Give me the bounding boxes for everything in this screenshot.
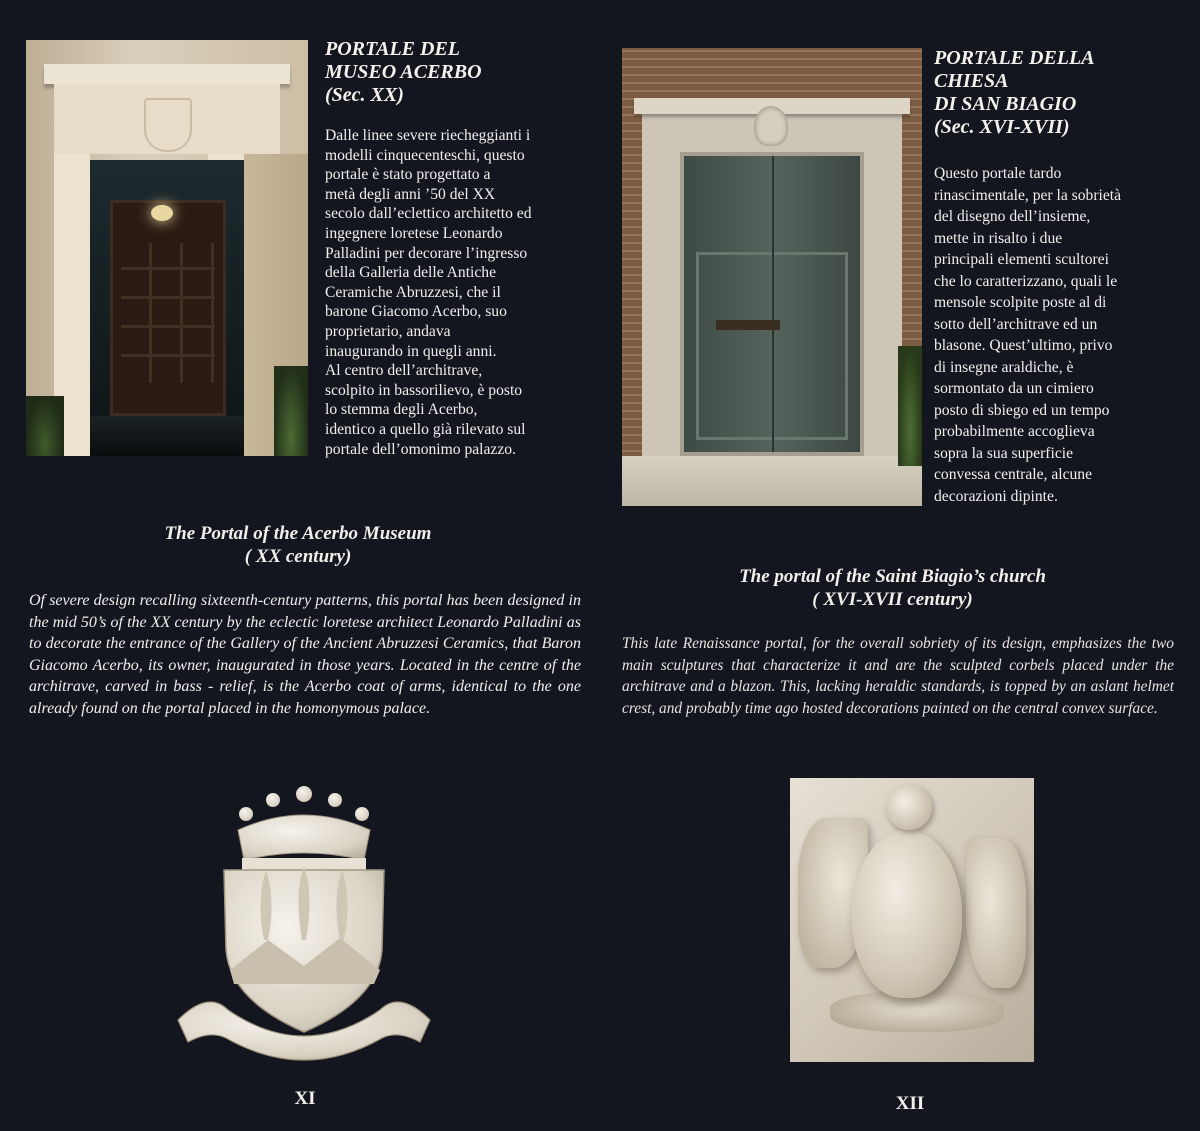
- text-line: sopra la sua superficie: [934, 444, 1073, 462]
- left-italian-text: [325, 126, 532, 459]
- right-heading-line: PORTALE DELLA: [934, 47, 1095, 69]
- text-line: portale è stato progettato a: [325, 166, 491, 184]
- right-english-body: This late Renaissance portal, for the overall sobriety of its design, emphasizes the two main sculptures that characterize it and are the sculpted corbels placed under the architrave and a blazon. This, lacking heraldic standards, is topped by an aslant helmet crest, and probably time ago hosted decorations painted on the central convex surface.: [622, 635, 1174, 717]
- text-line: inaugurando in quegli anni.: [325, 342, 497, 360]
- right-english-title: [640, 565, 1145, 611]
- title-line: ( XVI-XVII century): [812, 589, 973, 610]
- museum-portal-photo: [26, 40, 308, 456]
- text-line: secolo dall’eclettico architetto ed: [325, 205, 532, 223]
- text-line: decorazioni dipinte.: [934, 487, 1058, 505]
- text-line: metà degli anni ’50 del XX: [325, 185, 496, 203]
- title-line: ( XX century): [244, 546, 352, 567]
- right-italian-text: [934, 163, 1121, 507]
- text-line: scolpito in bassorilievo, è posto: [325, 381, 523, 399]
- text-line: modelli cinquecenteschi, questo: [325, 146, 525, 164]
- text-line: del disegno dell’insieme,: [934, 208, 1091, 225]
- acerbo-coat-of-arms-image: [168, 770, 440, 1080]
- text-line: sormontato da un cimiero: [934, 380, 1094, 397]
- text-line: rinascimentale, per la sobrietà: [934, 186, 1122, 204]
- text-line: posto di sbiego ed un tempo: [934, 401, 1110, 419]
- text-line: della Galleria delle Antiche: [325, 264, 497, 282]
- text-line: Palladini per decorare l’ingresso: [325, 244, 528, 262]
- text-line: Questo portale tardo: [934, 165, 1062, 182]
- right-heading-line: DI SAN BIAGIO: [934, 93, 1077, 115]
- text-line: mette in risalto i due: [934, 229, 1063, 247]
- right-heading-line: CHIESA: [934, 70, 1009, 92]
- left-heading-line: (Sec. XX): [325, 84, 404, 106]
- san-biagio-blazon-image: [790, 778, 1034, 1062]
- right-heading-line: (Sec. XVI-XVII): [934, 116, 1070, 138]
- text-line: identico a quello già rilevato sul: [325, 420, 526, 438]
- title-line: The portal of the Saint Biagio’s church: [739, 566, 1046, 587]
- text-line: blasone. Quest’ultimo, privo: [934, 337, 1113, 354]
- text-line: di insegne araldiche, è: [934, 358, 1074, 376]
- text-line: Al centro dell’architrave,: [325, 362, 483, 380]
- text-line: convessa centrale, alcune: [934, 466, 1093, 483]
- right-heading: [934, 47, 1095, 139]
- page-number-right: XII: [895, 1093, 925, 1114]
- left-english-title: [60, 522, 536, 568]
- text-line: che lo caratterizzano, quali le: [934, 272, 1118, 290]
- text-line: proprietario, andava: [325, 322, 451, 340]
- left-heading: [325, 38, 482, 107]
- text-line: sotto dell’architrave ed un: [934, 315, 1098, 333]
- helmet-crest-icon: [886, 784, 932, 830]
- page-number-left: XI: [294, 1088, 316, 1109]
- text-line: lo stemma degli Acerbo,: [325, 401, 478, 419]
- church-portal-photo: [622, 48, 922, 506]
- left-heading-line: PORTALE DEL: [325, 38, 461, 60]
- text-line: principali elementi scultorei: [934, 251, 1109, 268]
- text-line: barone Giacomo Acerbo, suo: [325, 303, 507, 321]
- title-line: The Portal of the Acerbo Museum: [164, 523, 432, 544]
- text-line: Ceramiche Abruzzesi, che il: [325, 283, 501, 301]
- left-heading-line: MUSEO ACERBO: [325, 61, 482, 83]
- text-line: Dalle linee severe riecheggianti i: [325, 127, 531, 144]
- text-line: portale dell’omonimo palazzo.: [325, 440, 516, 458]
- text-line: ingegnere loretese Leonardo: [325, 224, 503, 242]
- left-english-body: Of severe design recalling sixteenth-century patterns, this portal has been designed in the mid 50’s of the XX century by the eclectic loretese architect Leonardo Palladini as to decorate the entrance of the Gallery of the Ancient Abruzzesi Ceramics, that Baron Giacomo Acerbo, its owner, inaugurated in those years. Located in the centre of the architrave, carved in bass - relief, is the Acerbo coat of arms, identical to the one already found on the portal placed in the homonymous palace.: [29, 592, 581, 717]
- coat-of-arms-icon: [168, 770, 440, 1080]
- text-line: mensole scolpite poste al di: [934, 294, 1107, 311]
- text-line: probabilmente accoglieva: [934, 423, 1095, 440]
- blazon-shield-icon: [852, 830, 962, 998]
